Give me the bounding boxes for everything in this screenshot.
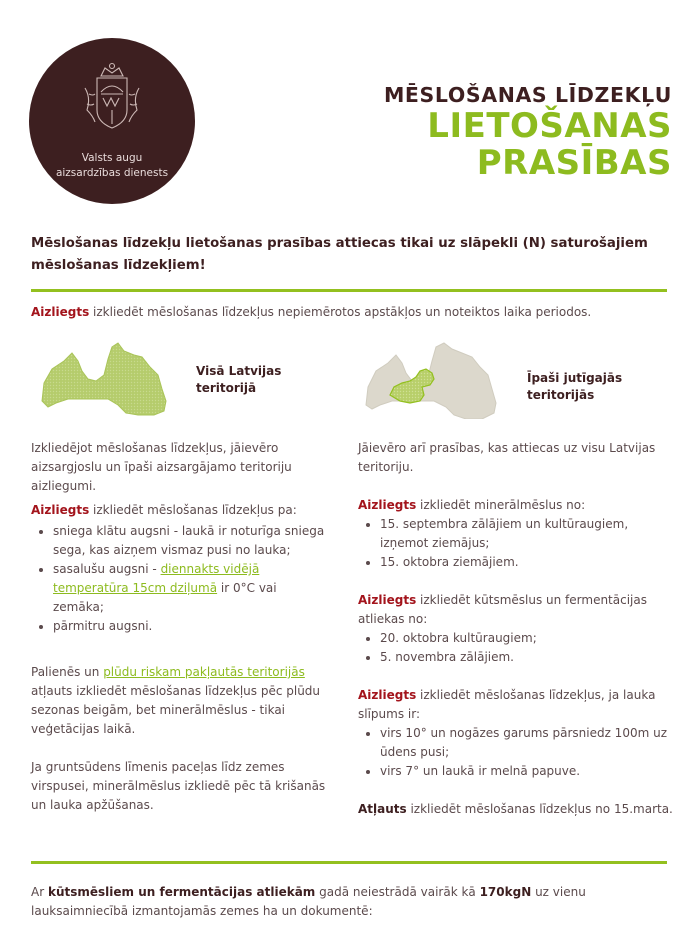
list-item: • virs 10° un nogāzes garums pārsniedz 100m uz ūdens pusi;: [380, 724, 678, 762]
section-text: izkliedēt mēslošanas līdzekļus, ja lauka slīpums ir:: [358, 688, 656, 721]
left-paragraph-4: Ja gruntsūdens līmenis paceļas līdz zemes virspusei, minerālmēslus izkliedē pēc tā krišanās un lauka apžūšanas.: [31, 760, 326, 812]
page-title: [384, 82, 672, 182]
bullet-text: sasalušu augsni -: [53, 562, 161, 576]
intro-statement: Mēslošanas līdzekļu lietošanas prasības attiecas tikai uz slāpekli (N) saturošajiem mēslošanas līdzekļiem!: [31, 236, 648, 273]
list-item: [53, 560, 331, 617]
section-text: izkliedēt mēslošanas līdzekļus no 15.marta.: [406, 802, 673, 816]
right-section-manure: [358, 591, 678, 667]
allowed-label: Atļauts: [358, 802, 407, 816]
title-line-1: MĒSLOŠANAS LĪDZEKĻU: [383, 83, 672, 107]
map-label-sensitive-line-2: teritorijās: [527, 388, 595, 402]
mineral-bullet-list: [358, 515, 678, 572]
right-section-allowed: [358, 800, 678, 819]
map-label-whole: [196, 363, 281, 397]
paragraph-text: atļauts izkliedēt mēslošanas līdzekļus pēc plūdu sezonas beigām, bet minerālmēslus - tikai veģetācijas laikā.: [31, 684, 321, 736]
latvia-map-sensitive-icon: [360, 339, 504, 419]
left-prohibited-section: [31, 501, 331, 636]
list-item: • sniega klātu augsni - laukā ir noturīga sniega sega, kas aizņem vismaz pusi no lauka;: [53, 522, 331, 560]
left-column: [31, 439, 331, 815]
prohibited-intro-text: izkliedēt mēslošanas līdzekļus nepiemērotos apstākļos un noteiktos laika periodos.: [89, 305, 592, 319]
prohibited-label: Aizliegts: [358, 688, 417, 702]
divider-bottom: [31, 861, 667, 864]
map-label-whole-line-2: teritorijā: [196, 381, 257, 395]
paragraph-text: Palienēs un: [31, 665, 104, 679]
soil-temperature-link[interactable]: diennakts vidējā temperatūra 15cm dziļumā: [53, 562, 260, 595]
left-paragraph-1: Izkliedējot mēslošanas līdzekļus, jāievēro aizsargjoslu un īpaši aizsargājamo teritoriju aizliegumi.: [31, 441, 292, 493]
divider-top: [31, 289, 667, 292]
prohibited-label: Aizliegts: [358, 498, 417, 512]
right-section-slope: [358, 686, 678, 781]
section-text: izkliedēt kūtsmēslus un fermentācijas atliekas no:: [358, 593, 647, 626]
right-paragraph-1: Jāievēro arī prasības, kas attiecas uz visu Latvijas teritoriju.: [358, 441, 656, 474]
map-label-sensitive-line-1: Īpaši jutīgajās: [527, 371, 623, 385]
logo-line-1: Valsts augu: [81, 152, 143, 164]
left-prohibited-text: izkliedēt mēslošanas līdzekļus pa:: [89, 503, 297, 517]
title-line-3: PRASĪBAS: [476, 143, 672, 183]
footer-bold-limit: 170kgN: [479, 885, 532, 899]
vaad-logo: [29, 38, 195, 204]
list-item: • 20. oktobra kultūraugiem;: [380, 629, 678, 648]
slope-bullet-list: [358, 724, 678, 781]
latvia-map-whole-icon: [34, 339, 176, 417]
flood-risk-areas-link[interactable]: plūdu riskam pakļautās teritorijās: [103, 665, 305, 679]
title-line-2: LIETOŠANAS: [427, 106, 672, 146]
left-bullet-list: [31, 522, 331, 636]
footer-text: gadā neiestrādā vairāk kā: [315, 885, 480, 899]
map-label-sensitive: [527, 370, 622, 404]
footer-text: uz vienu lauksaimniecībā izmantojamās zemes ha un dokumentē:: [31, 885, 586, 918]
list-item: • 15. septembra zālājiem un kultūraugiem, izņemot ziemājus;: [380, 515, 678, 553]
prohibited-label: Aizliegts: [31, 503, 90, 517]
footer-bold-manure: kūtsmēsliem un fermentācijas atliekām: [47, 885, 316, 899]
section-text: izkliedēt minerālmēslus no:: [416, 498, 586, 512]
right-column: [358, 439, 678, 819]
prohibited-label: Aizliegts: [31, 305, 90, 319]
map-label-whole-line-1: Visā Latvijas: [196, 364, 282, 378]
logo-line-2: aizsardzības dienests: [55, 167, 169, 179]
left-paragraph-3: [31, 663, 331, 739]
manure-bullet-list: [358, 629, 678, 667]
footer-text: Ar: [31, 885, 48, 899]
list-item: • virs 7° un laukā ir melnā papuve.: [380, 762, 678, 781]
list-item: • 5. novembra zālājiem.: [380, 648, 678, 667]
list-item: • pārmitru augsni.: [53, 617, 331, 636]
latvian-coat-of-arms-icon: [79, 58, 145, 148]
list-item: • 15. oktobra ziemājiem.: [380, 553, 678, 572]
right-section-mineral: [358, 496, 678, 572]
prohibited-intro: [31, 303, 681, 322]
bullet-text: ir 0°C vai zemāka;: [53, 581, 277, 614]
prohibited-label: Aizliegts: [358, 593, 417, 607]
footer-statement: [31, 883, 671, 921]
